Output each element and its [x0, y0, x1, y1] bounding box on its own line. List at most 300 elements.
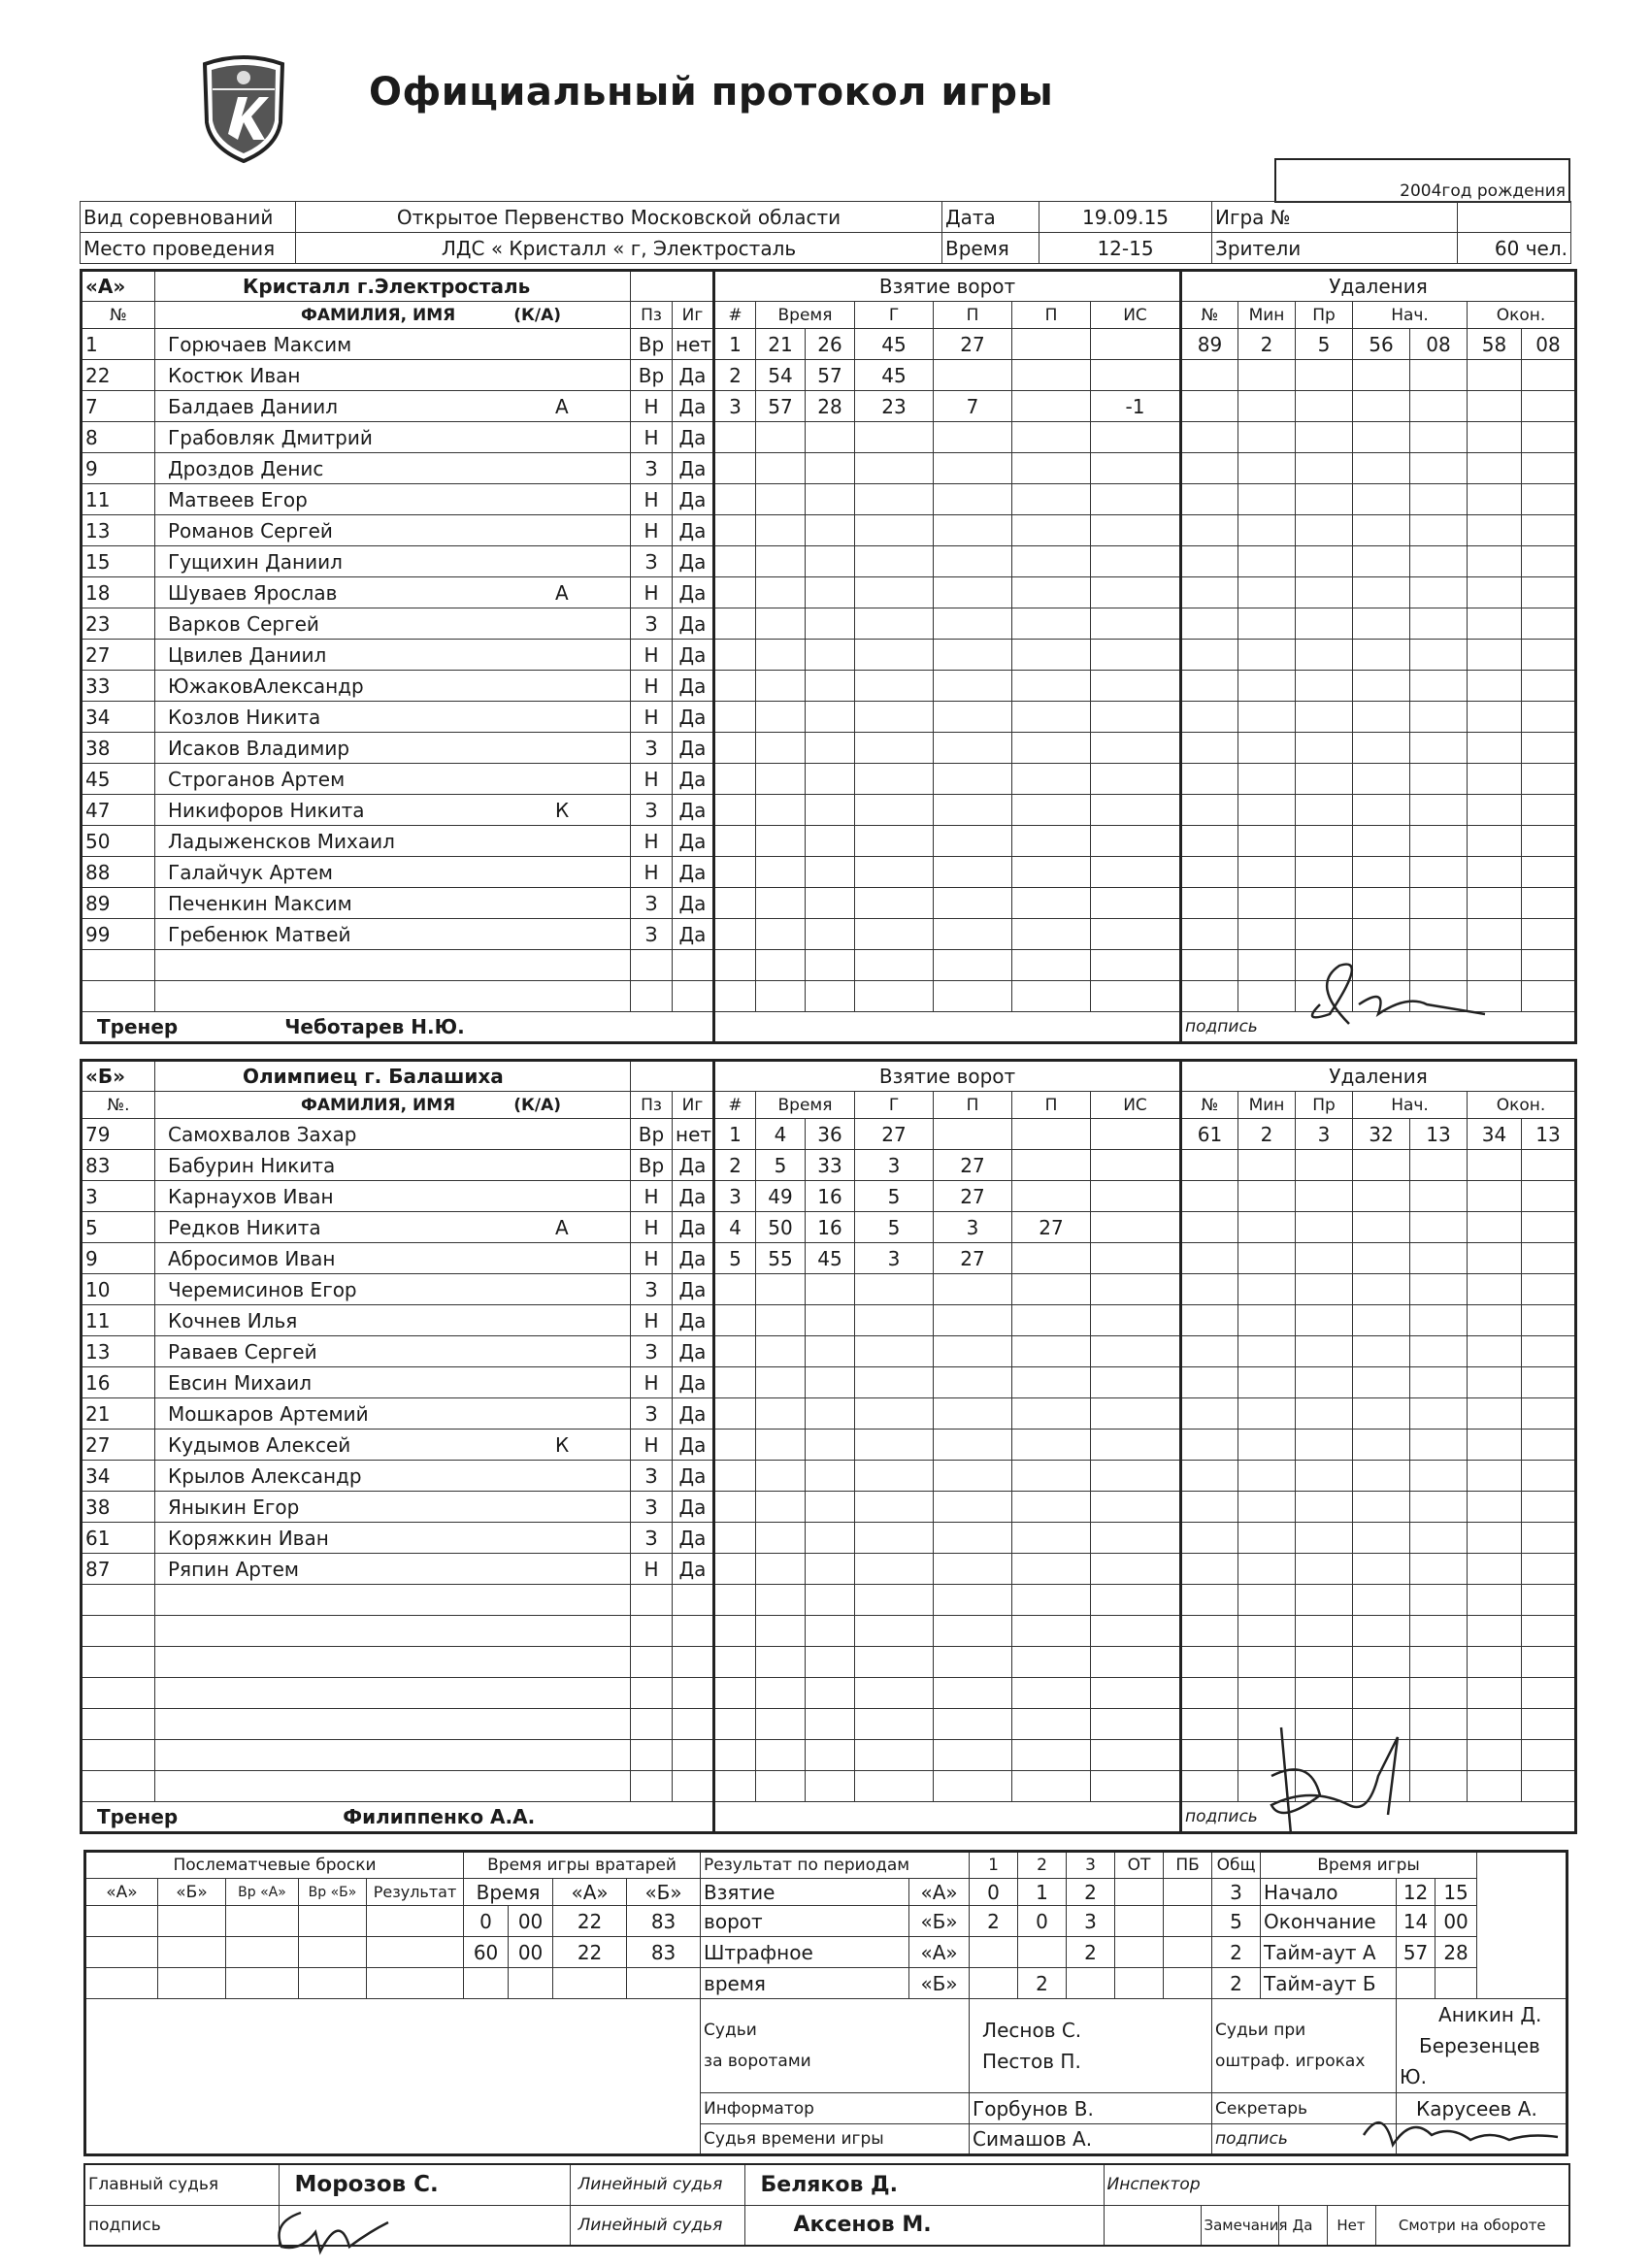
goal-assist-1	[934, 1647, 1012, 1678]
goal-situation	[1091, 1336, 1181, 1367]
secretary-sign-label: подпись	[1212, 2124, 1397, 2155]
goal-scorer	[855, 1492, 934, 1523]
goal-min	[756, 1336, 806, 1367]
goal-assist-1	[934, 1740, 1012, 1771]
player-position: Н	[631, 1554, 673, 1585]
player-row	[82, 1554, 1576, 1585]
penalty-start-sec	[1410, 546, 1468, 577]
penalty-start-sec	[1410, 1212, 1468, 1243]
goal-assist-1: 27	[934, 329, 1012, 360]
penalty-start-sec: 13	[1410, 1119, 1468, 1150]
penalty-min	[1238, 1461, 1296, 1492]
penalty-reason	[1296, 1585, 1353, 1616]
goal-sec	[806, 1523, 855, 1554]
player-number	[82, 1585, 155, 1616]
penalty-min	[1238, 671, 1296, 702]
goal-scorer	[855, 888, 934, 919]
player-position: Н	[631, 640, 673, 671]
goal-situation	[1091, 1554, 1181, 1585]
goal-sec	[806, 1647, 855, 1678]
goals-b-total: 5	[1212, 1906, 1261, 1937]
goal-min: 4	[756, 1119, 806, 1150]
pen-a-ot	[1115, 1937, 1164, 1968]
penalty-min	[1238, 515, 1296, 546]
penalty-min	[1238, 1554, 1296, 1585]
penalty-reason	[1296, 702, 1353, 733]
penalty-end-min	[1468, 640, 1522, 671]
pen-b-p1	[970, 1968, 1018, 1999]
col-p1: П	[934, 302, 1012, 329]
player-played: Да	[673, 608, 714, 640]
penalty-reason	[1296, 360, 1353, 391]
player-row	[82, 1274, 1576, 1305]
player-played	[673, 1616, 714, 1647]
player-number	[82, 1771, 155, 1802]
team-b-penalties-title: Удаления	[1181, 1061, 1576, 1092]
penalty-end-min	[1468, 608, 1522, 640]
penalty-start-min	[1353, 1585, 1410, 1616]
player-played: Да	[673, 1430, 714, 1461]
player-name: Кудымов Алексей К	[155, 1430, 631, 1461]
captain-mark: А	[555, 1215, 569, 1239]
gk-row2-a: 22	[553, 1937, 627, 1968]
pen-b-label: «Б»	[909, 1968, 970, 1999]
goal-sec	[806, 950, 855, 981]
player-played: Да	[673, 1492, 714, 1523]
player-played: Да	[673, 1461, 714, 1492]
remarks-see-back: Смотри на обороте	[1375, 2205, 1569, 2246]
col-p1: П	[934, 1092, 1012, 1119]
penalty-start-min: 32	[1353, 1119, 1410, 1150]
penalty-end-min	[1468, 453, 1522, 484]
penalty-start-sec	[1410, 1492, 1468, 1523]
penalty-reason	[1296, 1430, 1353, 1461]
penalty-end-sec	[1522, 1709, 1576, 1740]
col-no: №	[82, 302, 155, 329]
player-position: Вр	[631, 1119, 673, 1150]
goal-min	[756, 484, 806, 515]
penalty-min	[1238, 391, 1296, 422]
goal-number	[714, 826, 756, 857]
penalty-end-min	[1468, 671, 1522, 702]
penalty-start-sec	[1410, 1554, 1468, 1585]
goal-assist-1	[934, 1554, 1012, 1585]
goal-number: 3	[714, 391, 756, 422]
penalty-min	[1238, 422, 1296, 453]
chief-sign-label: подпись	[84, 2205, 279, 2246]
player-name: Исаков Владимир	[155, 733, 631, 764]
periods-title: Результат по периодам	[701, 1852, 970, 1879]
player-name: Галайчук Артем	[155, 857, 631, 888]
penalty-min	[1238, 888, 1296, 919]
player-number: 16	[82, 1367, 155, 1398]
penalty-start-min	[1353, 671, 1410, 702]
penalty-end-min	[1468, 1523, 1522, 1554]
player-position	[631, 1678, 673, 1709]
goal-assist-1	[934, 608, 1012, 640]
penalty-start-sec	[1410, 764, 1468, 795]
player-position: Н	[631, 826, 673, 857]
goal-assist-1	[934, 640, 1012, 671]
penalty-start-min	[1353, 1678, 1410, 1709]
penalty-end-min	[1468, 484, 1522, 515]
goal-min	[756, 515, 806, 546]
player-played	[673, 981, 714, 1012]
player-played: Да	[673, 702, 714, 733]
goal-assist-1	[934, 1398, 1012, 1430]
player-played: Да	[673, 795, 714, 826]
goal-min	[756, 764, 806, 795]
penalty-start-min	[1353, 1243, 1410, 1274]
penalty-player	[1181, 981, 1238, 1012]
goal-number	[714, 546, 756, 577]
penalty-min	[1238, 702, 1296, 733]
goal-situation	[1091, 422, 1181, 453]
player-position: Вр	[631, 329, 673, 360]
player-name: Дроздов Денис	[155, 453, 631, 484]
goal-assist-2	[1012, 1243, 1091, 1274]
penalty-start-min	[1353, 391, 1410, 422]
penalty-min	[1238, 1398, 1296, 1430]
player-played: Да	[673, 1398, 714, 1430]
player-played: Да	[673, 1243, 714, 1274]
goal-number	[714, 1678, 756, 1709]
goal-assist-1	[934, 546, 1012, 577]
team-a-penalties-title: Удаления	[1181, 271, 1576, 302]
penalty-player	[1181, 888, 1238, 919]
penalty-start-min: 56	[1353, 329, 1410, 360]
penalty-player	[1181, 360, 1238, 391]
player-played: Да	[673, 546, 714, 577]
penalty-min	[1238, 1336, 1296, 1367]
penalty-reason: 5	[1296, 329, 1353, 360]
penalty-end-min	[1468, 422, 1522, 453]
player-name: Коряжкин Иван	[155, 1523, 631, 1554]
goal-assist-1	[934, 1461, 1012, 1492]
player-name: Крылов Александр	[155, 1461, 631, 1492]
penalty-start-min	[1353, 1492, 1410, 1523]
penalty-end-sec	[1522, 919, 1576, 950]
player-row	[82, 1678, 1576, 1709]
goal-assist-1: 27	[934, 1243, 1012, 1274]
penalty-reason	[1296, 1336, 1353, 1367]
goal-sec: 16	[806, 1212, 855, 1243]
goal-min	[756, 546, 806, 577]
federation-logo	[199, 54, 288, 163]
penalty-start-sec	[1410, 702, 1468, 733]
goal-assist-2	[1012, 1554, 1091, 1585]
player-name: Ряпин Артем	[155, 1554, 631, 1585]
pen-label-1: Штрафное	[701, 1937, 909, 1968]
player-played: Да	[673, 888, 714, 919]
goal-sec	[806, 1740, 855, 1771]
goal-min	[756, 640, 806, 671]
penalty-min	[1238, 733, 1296, 764]
col-g: Г	[855, 302, 934, 329]
goal-assist-2	[1012, 360, 1091, 391]
goal-number	[714, 857, 756, 888]
player-position: З	[631, 608, 673, 640]
penalty-start-min	[1353, 764, 1410, 795]
goal-min	[756, 1678, 806, 1709]
penalty-start-sec	[1410, 888, 1468, 919]
player-row	[82, 329, 1576, 360]
goal-situation	[1091, 453, 1181, 484]
col-pen-no: №	[1181, 1092, 1238, 1119]
goal-scorer	[855, 857, 934, 888]
penalty-start-sec	[1410, 1647, 1468, 1678]
goal-assist-2	[1012, 1492, 1091, 1523]
player-position	[631, 1647, 673, 1678]
penalty-player	[1181, 764, 1238, 795]
period-1: 1	[970, 1852, 1018, 1879]
penalty-start-sec	[1410, 484, 1468, 515]
player-name: Кочнев Илья	[155, 1305, 631, 1336]
penalty-player	[1181, 1554, 1238, 1585]
player-played: нет	[673, 329, 714, 360]
penalty-min	[1238, 1616, 1296, 1647]
player-position: Н	[631, 857, 673, 888]
player-row	[82, 422, 1576, 453]
goal-sec	[806, 577, 855, 608]
goals-a-ot	[1115, 1879, 1164, 1906]
penalty-reason	[1296, 1554, 1353, 1585]
goal-scorer	[855, 1647, 934, 1678]
goal-scorer	[855, 1430, 934, 1461]
penalty-player	[1181, 702, 1238, 733]
player-position	[631, 1709, 673, 1740]
penalty-min	[1238, 1212, 1296, 1243]
player-position: З	[631, 919, 673, 950]
player-name: Ладыженсков Михаил	[155, 826, 631, 857]
player-played: Да	[673, 1336, 714, 1367]
col-min: Мин	[1238, 1092, 1296, 1119]
penalty-reason	[1296, 640, 1353, 671]
penalty-end-sec	[1522, 888, 1576, 919]
goal-min	[756, 1709, 806, 1740]
penalty-end-sec	[1522, 795, 1576, 826]
penalty-end-sec	[1522, 950, 1576, 981]
player-played: Да	[673, 764, 714, 795]
line-judge-2: Аксенов М.	[744, 2205, 1104, 2246]
penalty-start-sec	[1410, 1305, 1468, 1336]
goal-scorer	[855, 453, 934, 484]
goal-scorer	[855, 577, 934, 608]
player-played	[673, 1585, 714, 1616]
player-played: Да	[673, 1554, 714, 1585]
player-row	[82, 857, 1576, 888]
goal-scorer	[855, 1740, 934, 1771]
goal-scorer: 5	[855, 1212, 934, 1243]
player-name: Яныкин Егор	[155, 1492, 631, 1523]
penalty-min: 2	[1238, 1119, 1296, 1150]
penalty-min	[1238, 1678, 1296, 1709]
goal-min	[756, 1585, 806, 1616]
penalty-reason	[1296, 857, 1353, 888]
penalty-end-sec	[1522, 1740, 1576, 1771]
col-g: Г	[855, 1092, 934, 1119]
player-row	[82, 764, 1576, 795]
player-name: Матвеев Егор	[155, 484, 631, 515]
team-b-coach-signature	[1213, 1718, 1427, 1844]
goal-sec: 57	[806, 360, 855, 391]
penalty-min	[1238, 1243, 1296, 1274]
penalty-start-min	[1353, 360, 1410, 391]
penalty-player	[1181, 484, 1238, 515]
player-position: Н	[631, 764, 673, 795]
penalty-end-sec	[1522, 484, 1576, 515]
goal-scorer	[855, 950, 934, 981]
penalty-reason	[1296, 608, 1353, 640]
secretary-signature	[1344, 2096, 1577, 2164]
penalty-end-sec	[1522, 1554, 1576, 1585]
penalty-end-min	[1468, 1243, 1522, 1274]
inspector-label: Инспектор	[1104, 2164, 1569, 2205]
goals-a-p2: 1	[1018, 1879, 1067, 1906]
penalty-end-sec	[1522, 1150, 1576, 1181]
penalty-end-sec	[1522, 1305, 1576, 1336]
penalty-player	[1181, 857, 1238, 888]
player-name	[155, 1771, 631, 1802]
penalty-end-sec	[1522, 391, 1576, 422]
penalty-player	[1181, 1274, 1238, 1305]
penalty-player	[1181, 1367, 1238, 1398]
penalty-start-min	[1353, 857, 1410, 888]
penalty-end-sec	[1522, 1181, 1576, 1212]
player-position: З	[631, 453, 673, 484]
penalty-player	[1181, 950, 1238, 981]
player-played: Да	[673, 391, 714, 422]
pen-a-p3: 2	[1067, 1937, 1115, 1968]
penalty-start-sec	[1410, 857, 1468, 888]
penalty-start-sec	[1410, 733, 1468, 764]
player-played: Да	[673, 640, 714, 671]
player-number: 15	[82, 546, 155, 577]
player-row	[82, 1585, 1576, 1616]
player-played: Да	[673, 1305, 714, 1336]
col-pz: Пз	[631, 302, 673, 329]
goal-assist-2	[1012, 1367, 1091, 1398]
penalty-end-min	[1468, 1367, 1522, 1398]
penalty-start-sec	[1410, 360, 1468, 391]
goal-assist-1	[934, 1771, 1012, 1802]
goal-assist-1: 27	[934, 1150, 1012, 1181]
timeout-a-sec: 28	[1436, 1937, 1477, 1968]
goal-number	[714, 577, 756, 608]
penalty-reason	[1296, 1274, 1353, 1305]
col-p2: П	[1012, 1092, 1091, 1119]
goal-sec	[806, 1554, 855, 1585]
player-position: Н	[631, 702, 673, 733]
player-number: 1	[82, 329, 155, 360]
goal-situation	[1091, 1274, 1181, 1305]
goal-scorer	[855, 1274, 934, 1305]
penalty-start-min	[1353, 733, 1410, 764]
goal-assist-1	[934, 577, 1012, 608]
player-played: Да	[673, 1523, 714, 1554]
goal-assist-2	[1012, 733, 1091, 764]
line-judge-1-label: Линейный судья	[570, 2164, 744, 2205]
penalty-end-sec	[1522, 1430, 1576, 1461]
time-label: Время	[942, 233, 1040, 264]
goal-assist-1	[934, 360, 1012, 391]
penalty-end-sec	[1522, 546, 1576, 577]
goal-scorer	[855, 422, 934, 453]
player-name: Самохвалов Захар	[155, 1119, 631, 1150]
player-row	[82, 515, 1576, 546]
goal-sec	[806, 1367, 855, 1398]
goal-assist-2	[1012, 826, 1091, 857]
goal-situation	[1091, 764, 1181, 795]
team-b-tag: «Б»	[82, 1061, 155, 1092]
player-played: Да	[673, 577, 714, 608]
gk-row2-b: 83	[627, 1937, 701, 1968]
goal-situation	[1091, 1119, 1181, 1150]
goal-assist-2	[1012, 329, 1091, 360]
goal-min	[756, 577, 806, 608]
player-row	[82, 1119, 1576, 1150]
goal-situation	[1091, 950, 1181, 981]
goal-situation	[1091, 1492, 1181, 1523]
penalty-start-sec	[1410, 1243, 1468, 1274]
goal-assist-1	[934, 981, 1012, 1012]
goal-min	[756, 1367, 806, 1398]
remarks-yes: Да	[1278, 2205, 1327, 2246]
penalty-start-sec	[1410, 577, 1468, 608]
player-name: Гребенюк Матвей	[155, 919, 631, 950]
penalty-player	[1181, 422, 1238, 453]
player-row	[82, 577, 1576, 608]
penalty-player	[1181, 453, 1238, 484]
period-total: Общ	[1212, 1852, 1261, 1879]
goal-situation	[1091, 1585, 1181, 1616]
penalty-min	[1238, 1430, 1296, 1461]
goal-assist-2	[1012, 857, 1091, 888]
goal-scorer	[855, 1305, 934, 1336]
col-goal-no: #	[714, 1092, 756, 1119]
goal-assist-2	[1012, 1585, 1091, 1616]
goal-situation	[1091, 702, 1181, 733]
penalty-min	[1238, 360, 1296, 391]
penalty-player: 89	[1181, 329, 1238, 360]
goal-number	[714, 1523, 756, 1554]
player-position	[631, 1740, 673, 1771]
player-name: Редков Никита А	[155, 1212, 631, 1243]
goal-number	[714, 702, 756, 733]
goal-assist-2	[1012, 1305, 1091, 1336]
penalty-min	[1238, 1585, 1296, 1616]
penalty-player	[1181, 1647, 1238, 1678]
goal-number	[714, 1647, 756, 1678]
player-name: ЮжаковАлександр	[155, 671, 631, 702]
goal-scorer	[855, 1523, 934, 1554]
penalty-reason	[1296, 733, 1353, 764]
timeout-a-label: Тайм-аут А	[1261, 1937, 1397, 1968]
goal-scorer	[855, 702, 934, 733]
penalty-min: 2	[1238, 329, 1296, 360]
goal-assist-1: 27	[934, 1181, 1012, 1212]
player-name: Черемисинов Егор	[155, 1274, 631, 1305]
col-start: Нач.	[1353, 1092, 1468, 1119]
goal-situation	[1091, 515, 1181, 546]
penalty-reason	[1296, 1181, 1353, 1212]
penalty-end-min	[1468, 1647, 1522, 1678]
informer-label: Информатор	[701, 2093, 970, 2124]
penalty-player	[1181, 1212, 1238, 1243]
goal-assist-1	[934, 888, 1012, 919]
team-a-goals-title: Взятие ворот	[714, 271, 1181, 302]
penalty-start-min	[1353, 1523, 1410, 1554]
